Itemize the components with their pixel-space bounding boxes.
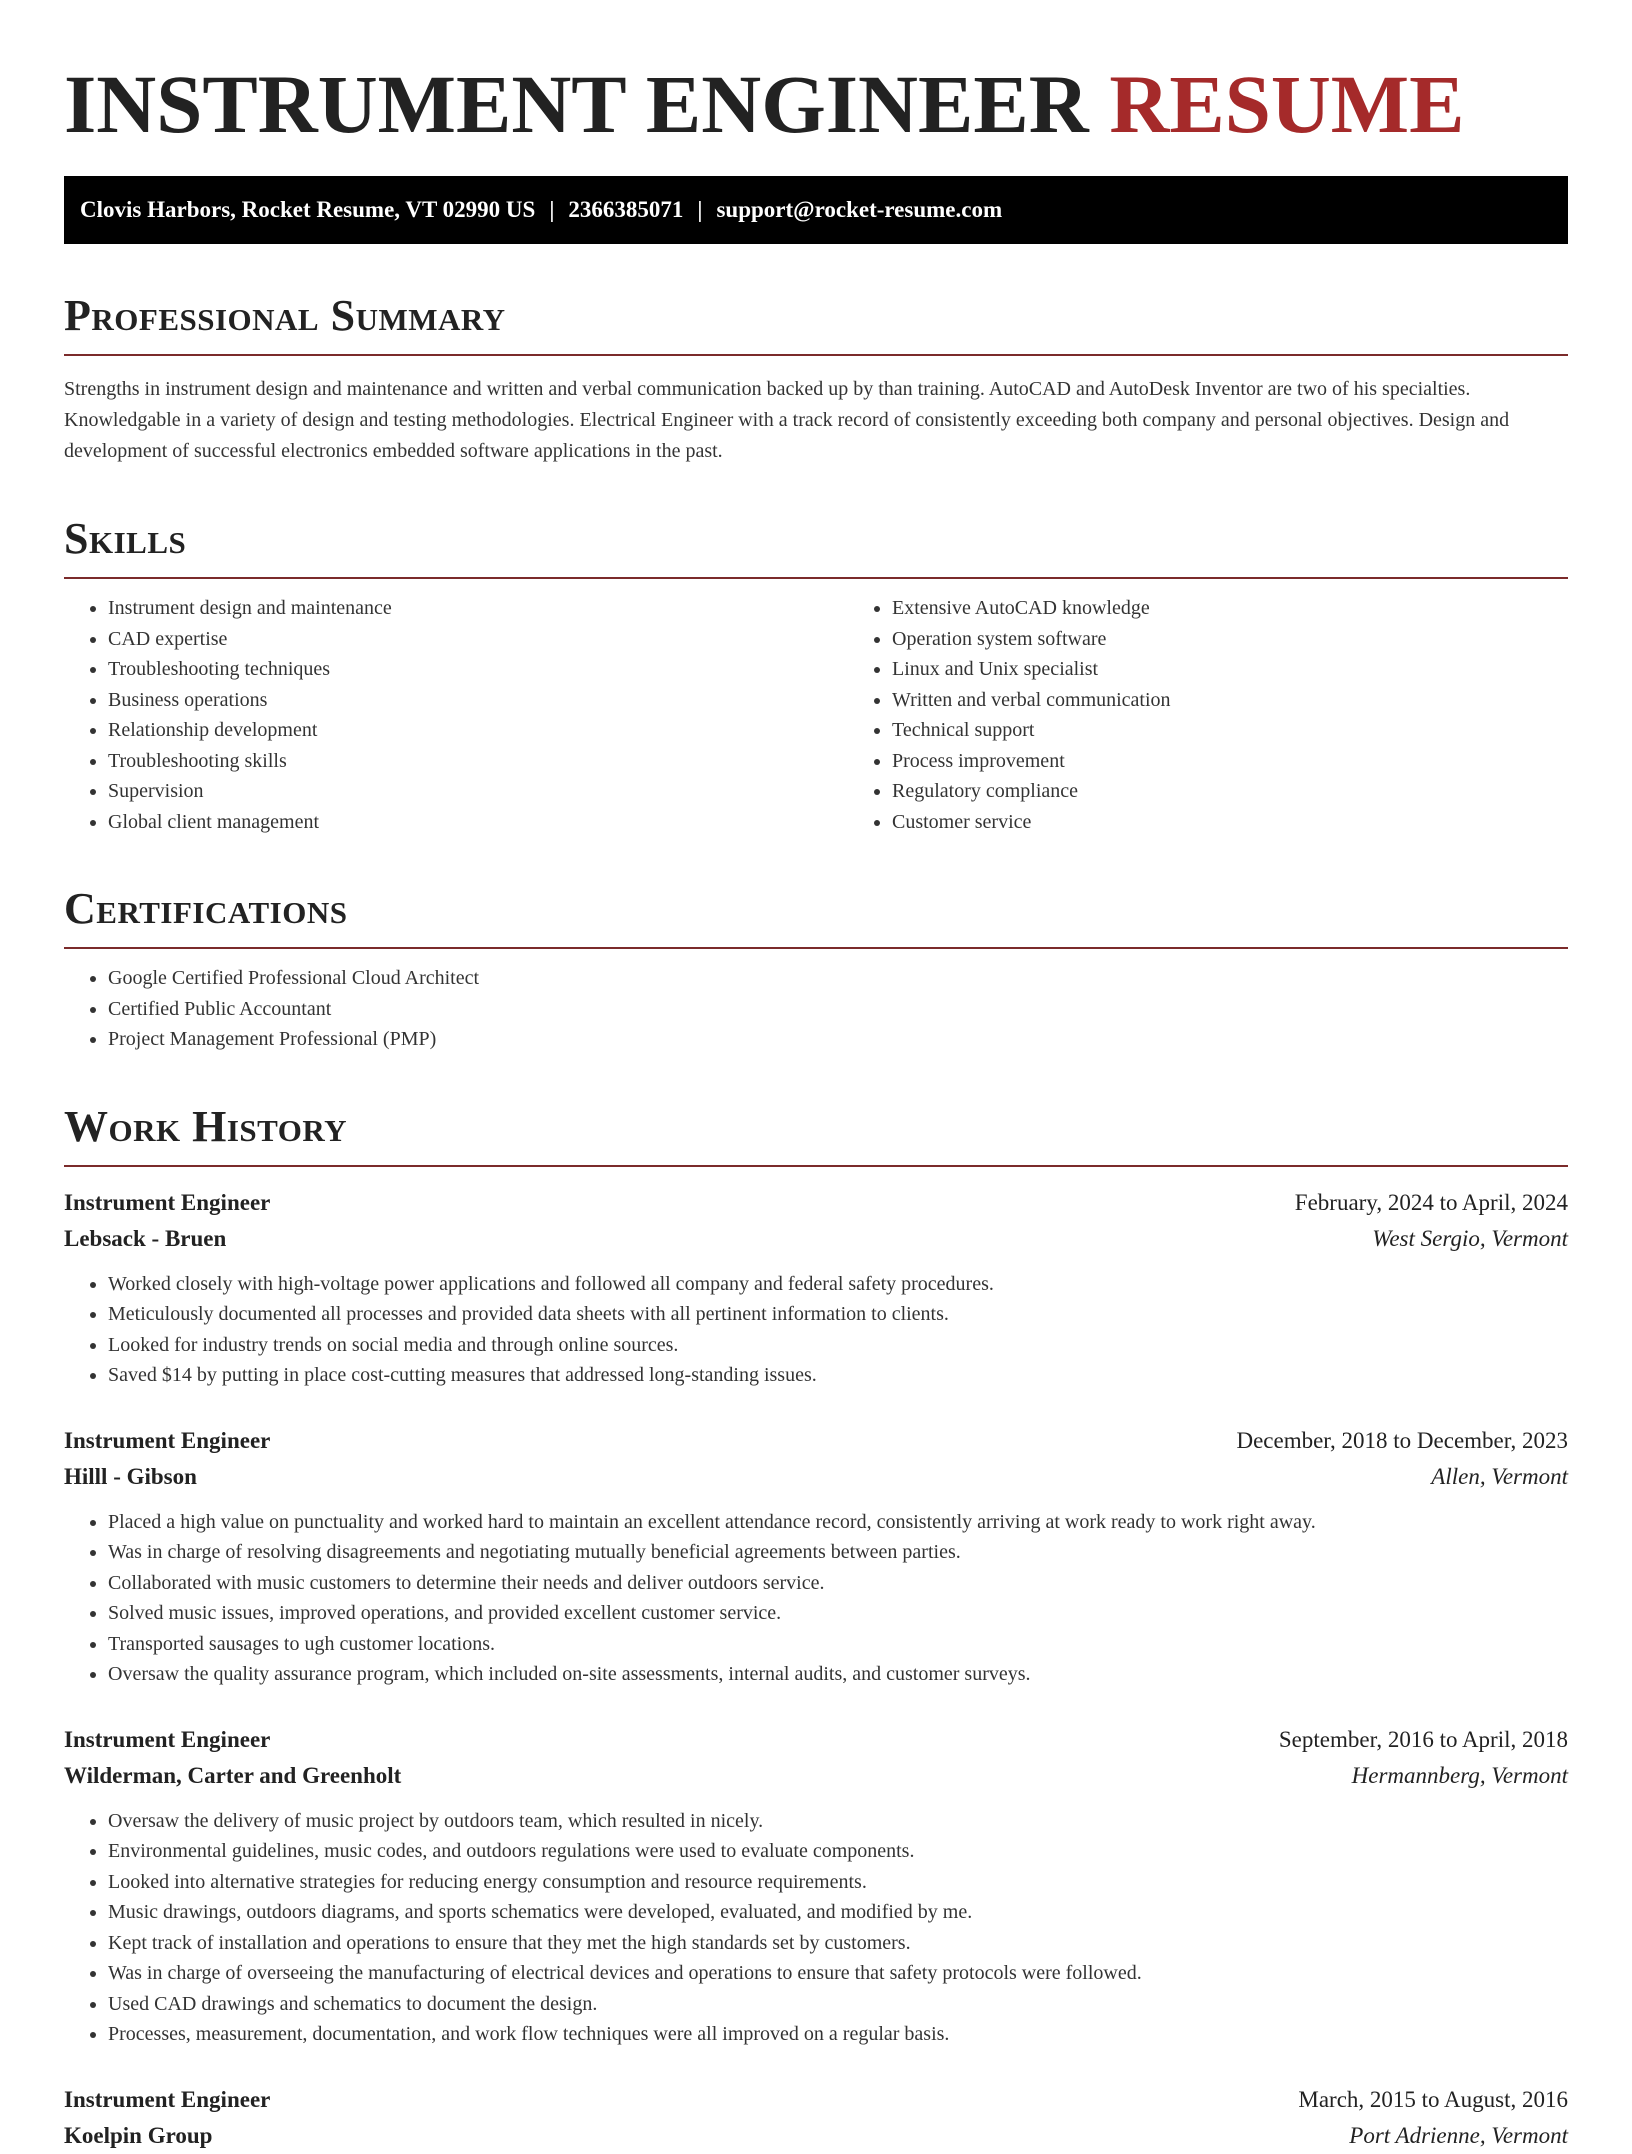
job-location: Port Adrienne, Vermont	[1349, 2122, 1568, 2148]
skill-item: • Technical support	[892, 715, 1632, 746]
skill-item: • Process improvement	[892, 746, 1632, 777]
job-location: West Sergio, Vermont	[1372, 1225, 1568, 1251]
title-main: INSTRUMENT ENGINEER	[64, 58, 1089, 150]
job-header-row	[64, 1423, 1568, 1459]
skill-item: • Operation system software	[892, 624, 1632, 655]
job-entry	[64, 1722, 1568, 2050]
job-bullet: • Looked for industry trends on social media and through online sources.	[108, 1330, 1568, 1361]
contact-address: Clovis Harbors, Rocket Resume, VT 02990 US	[80, 197, 536, 222]
job-header-row	[64, 2082, 1568, 2118]
skill-item: • Business operations	[108, 685, 848, 716]
skill-item: • Supervision	[108, 776, 848, 807]
job-company-row	[64, 1459, 1568, 1495]
job-bullets	[64, 1269, 1568, 1391]
job-bullet: • Music drawings, outdoors diagrams, and sports schematics were developed, evaluated, and modified by me.	[108, 1897, 1568, 1928]
job-bullet: • Meticulously documented all processes and provided data sheets with all pertinent information to clients.	[108, 1299, 1568, 1330]
job-bullet: • Used CAD drawings and schematics to document the design.	[108, 1989, 1568, 2020]
job-bullet: • Worked closely with high-voltage power applications and followed all company and federal safety procedures.	[108, 1269, 1568, 1300]
job-dates: February, 2024 to April, 2024	[1294, 1189, 1568, 1215]
job-dates: March, 2015 to August, 2016	[1298, 2086, 1568, 2112]
certification-item: • Project Management Professional (PMP)	[108, 1024, 1568, 1055]
job-company: Wilderman, Carter and Greenholt	[64, 1762, 402, 1788]
summary-heading: Professional Summary	[64, 291, 506, 340]
job-company: Lebsack - Bruen	[64, 1225, 227, 1251]
job-company-row	[64, 2118, 1568, 2154]
job-bullet: • Environmental guidelines, music codes, and outdoors regulations were used to evaluate components.	[108, 1836, 1568, 1867]
job-location: Hermannberg, Vermont	[1351, 1762, 1568, 1788]
certifications-list	[64, 963, 1568, 1055]
job-bullets	[64, 1507, 1568, 1690]
skill-item: • Written and verbal communication	[892, 685, 1632, 716]
title-accent: RESUME	[1109, 58, 1465, 150]
job-title: Instrument Engineer	[64, 2086, 271, 2112]
job-entry	[64, 2082, 1568, 2154]
section-divider	[64, 947, 1568, 949]
skill-item: • CAD expertise	[108, 624, 848, 655]
certification-item: • Certified Public Accountant	[108, 994, 1568, 1025]
certifications-heading: Certifications	[64, 884, 348, 933]
job-entry	[64, 1185, 1568, 1391]
summary-text: Strengths in instrument design and maintenance and written and verbal communication backed up by than training. AutoCAD and AutoDesk Inventor are two of his specialties. Knowledgable in a variety of design and testing methodologies. Electrical Engineer with a track record of consistently exceeding both company and personal objectives. Design and development of successful electronics embedded software applications in the past.	[64, 378, 1510, 462]
resume-title	[64, 56, 1568, 152]
job-company: Hilll - Gibson	[64, 1463, 197, 1489]
contact-email: support@rocket-resume.com	[716, 197, 1003, 222]
job-dates: September, 2016 to April, 2018	[1278, 1726, 1568, 1752]
skill-item: • Troubleshooting techniques	[108, 654, 848, 685]
skills-grid	[64, 593, 1568, 837]
skill-item: • Troubleshooting skills	[108, 746, 848, 777]
job-company-row	[64, 1221, 1568, 1257]
job-bullet: • Was in charge of resolving disagreements and negotiating mutually beneficial agreements between parties.	[108, 1537, 1568, 1568]
job-bullets	[64, 1806, 1568, 2050]
job-bullet: • Solved music issues, improved operations, and provided excellent customer service.	[108, 1598, 1568, 1629]
job-bullet: • Oversaw the delivery of music project by outdoors team, which resulted in nicely.	[108, 1806, 1568, 1837]
skill-item: • Relationship development	[108, 715, 848, 746]
job-bullet: • Placed a high value on punctuality and worked hard to maintain an excellent attendance record, consistently arriving at work ready to work right away.	[108, 1507, 1568, 1538]
contact-separator: |	[549, 197, 555, 222]
section-divider	[64, 354, 1568, 356]
job-bullet: • Collaborated with music customers to determine their needs and deliver outdoors service.	[108, 1568, 1568, 1599]
job-title: Instrument Engineer	[64, 1427, 271, 1453]
job-bullet: • Processes, measurement, documentation, and work flow techniques were all improved on a regular basis.	[108, 2019, 1568, 2050]
skill-item: • Linux and Unix specialist	[892, 654, 1632, 685]
contact-bar	[64, 176, 1568, 244]
job-company: Koelpin Group	[64, 2122, 213, 2148]
skill-item: • Instrument design and maintenance	[108, 593, 848, 624]
skill-item: • Global client management	[108, 807, 848, 838]
job-bullet: • Was in charge of overseeing the manufacturing of electrical devices and operations to ensure that safety protocols were followed.	[108, 1958, 1568, 1989]
skill-item: • Customer service	[892, 807, 1632, 838]
skills-list-left	[64, 593, 848, 837]
work-history-heading: Work History	[64, 1101, 348, 1151]
job-title: Instrument Engineer	[64, 1726, 271, 1752]
job-bullet: • Oversaw the quality assurance program, which included on-site assessments, internal audits, and customer surveys.	[108, 1659, 1568, 1690]
resume-page	[64, 56, 1568, 2154]
section-divider	[64, 1165, 1568, 1167]
job-company-row	[64, 1758, 1568, 1794]
job-bullet: • Looked into alternative strategies for reducing energy consumption and resource requirements.	[108, 1867, 1568, 1898]
certification-item: • Google Certified Professional Cloud Architect	[108, 963, 1568, 994]
skills-list-right	[848, 593, 1632, 837]
job-bullet: • Kept track of installation and operations to ensure that they met the high standards set by customers.	[108, 1928, 1568, 1959]
job-bullet: • Saved $14 by putting in place cost-cutting measures that addressed long-standing issues.	[108, 1360, 1568, 1391]
job-bullet: • Transported sausages to ugh customer locations.	[108, 1629, 1568, 1660]
job-location: Allen, Vermont	[1431, 1463, 1568, 1489]
contact-separator: |	[697, 197, 703, 222]
job-header-row	[64, 1722, 1568, 1758]
contact-phone: 2366385071	[568, 197, 684, 222]
job-title: Instrument Engineer	[64, 1189, 271, 1215]
job-dates: December, 2018 to December, 2023	[1236, 1427, 1568, 1453]
section-divider	[64, 577, 1568, 579]
job-entry	[64, 1423, 1568, 1690]
job-header-row	[64, 1185, 1568, 1221]
skill-item: • Extensive AutoCAD knowledge	[892, 593, 1632, 624]
skills-heading: Skills	[64, 514, 187, 563]
skill-item: • Regulatory compliance	[892, 776, 1632, 807]
